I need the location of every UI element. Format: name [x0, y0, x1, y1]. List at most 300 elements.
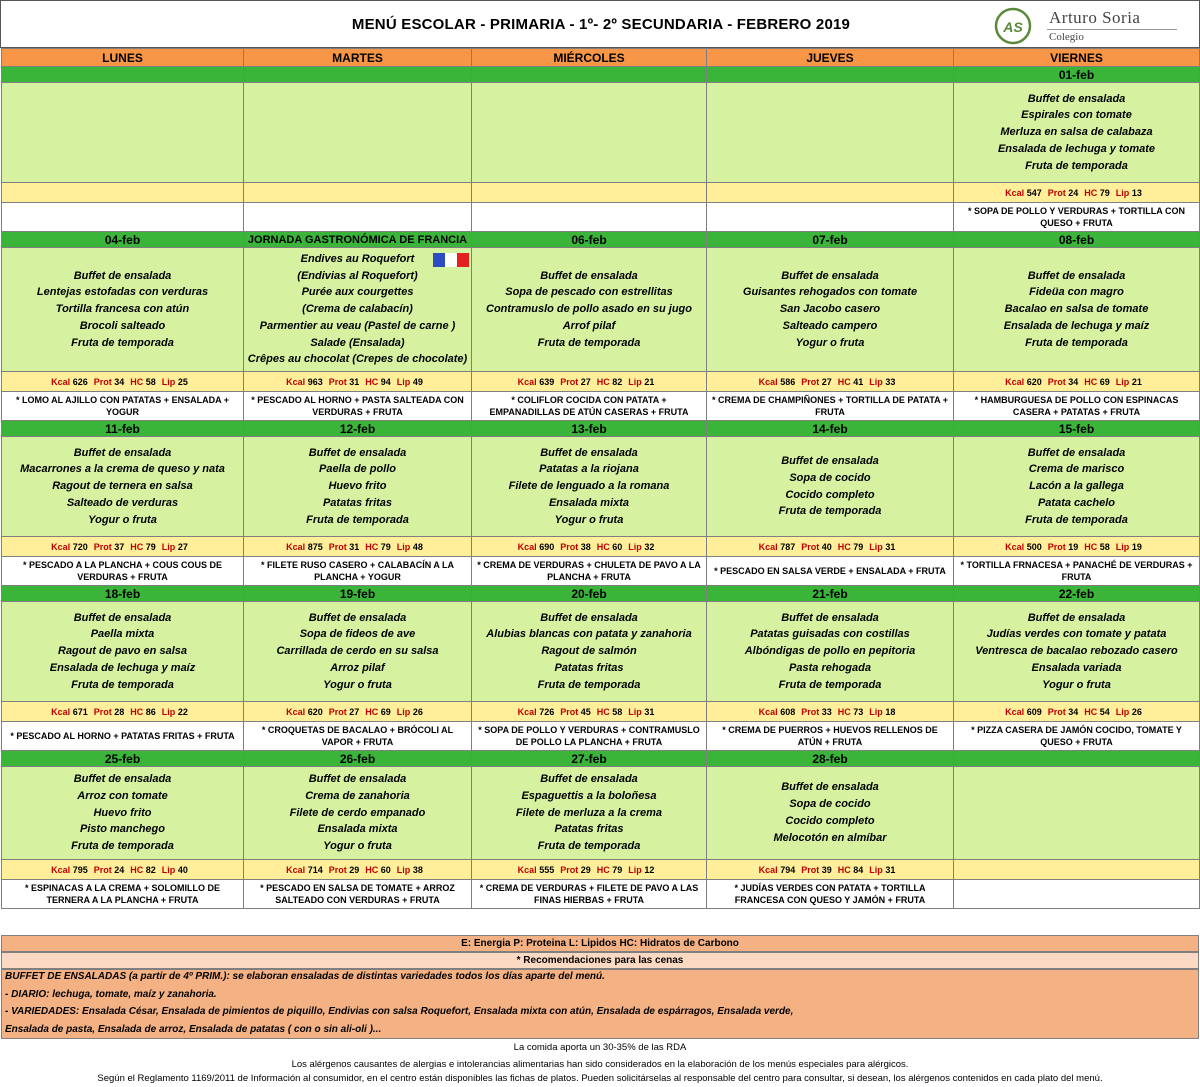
nutrition-cell — [472, 702, 707, 722]
nutrition-row — [2, 702, 1200, 722]
dinner-cell: * JUDÍAS VERDES CON PATATA + TORTILLA FRANCESA CON QUESO Y JAMÓN + FRUTA — [707, 880, 954, 909]
nutrition-value: 22 — [177, 706, 188, 717]
nutrition-label: Kcal — [1005, 541, 1025, 552]
dinner-cell: * PESCADO EN SALSA VERDE + ENSALADA + FRUTA — [707, 557, 954, 586]
nutrition-value: 671 — [72, 706, 88, 717]
nutrition-cell — [2, 183, 244, 203]
dish-item: Salade (Ensalada) — [310, 336, 405, 349]
nutrition-value: 726 — [539, 706, 555, 717]
dish-item: Merluza en salsa de calabaza — [1000, 126, 1153, 139]
nutrition-value: 31 — [349, 376, 360, 387]
nutrition-cell — [244, 860, 472, 880]
dish-item: (Endivias al Roquefort) — [297, 269, 418, 282]
nutrition-cell — [2, 372, 244, 392]
nutrition-cell — [954, 860, 1200, 880]
dinner-cell — [244, 203, 472, 232]
dish-item: Ensalada mixta — [317, 823, 398, 836]
nutrition-value: 58 — [612, 706, 623, 717]
logo-divider — [1047, 29, 1177, 30]
dish-item: Fruta de temporada — [778, 505, 882, 518]
date-cell: 01-feb — [954, 67, 1200, 83]
dishes-row — [2, 83, 1200, 183]
nutrition-value: 82 — [145, 864, 156, 875]
dinner-cell — [707, 203, 954, 232]
dish-item: Brocoli salteado — [79, 319, 166, 332]
nutrition-value: 586 — [780, 376, 796, 387]
nutrition-label: HC — [130, 706, 144, 717]
dish-item: Cocido completo — [785, 488, 875, 501]
nutrition-cell — [2, 702, 244, 722]
dish-item: Ensalada variada — [1031, 661, 1122, 674]
dish-item: Ragout de pavo en salsa — [58, 645, 187, 658]
nutrition-label: Lip — [1115, 541, 1130, 552]
dishes-row — [2, 248, 1200, 372]
nutrition-value: 37 — [114, 541, 125, 552]
dish-item: Buffet de ensalada — [308, 611, 407, 624]
nutrition-value: 33 — [821, 706, 832, 717]
date-row — [2, 586, 1200, 602]
dish-item: Endives au Roquefort — [300, 252, 415, 265]
nutrition-label: Lip — [869, 706, 883, 717]
dishes-cell — [472, 248, 707, 372]
nutrition-label: Lip — [628, 376, 642, 387]
nutrition-value: 21 — [644, 376, 655, 387]
buffet-info — [1, 969, 1199, 1039]
dinner-cell: * PESCADO EN SALSA DE TOMATE + ARROZ SALTEADO CON VERDURAS + FRUTA — [244, 880, 472, 909]
dish-item: Ensalada de lechuga y maíz — [49, 661, 196, 674]
nutrition-value: 48 — [412, 541, 423, 552]
nutrition-cell — [954, 183, 1200, 203]
nutrition-value: 27 — [821, 376, 832, 387]
dish-item: Paella mixta — [90, 628, 155, 641]
nutrition-value: 31 — [644, 706, 655, 717]
day-header: LUNES — [2, 49, 244, 67]
day-header: MARTES — [244, 49, 472, 67]
nutrition-label: Prot — [328, 541, 347, 552]
nutrition-value: 720 — [72, 541, 88, 552]
nutrition-value: 34 — [1068, 376, 1079, 387]
menu-table — [1, 48, 1200, 909]
nutrition-value: 26 — [412, 706, 423, 717]
dishes-cell — [2, 767, 244, 860]
dinner-cell: * SOPA DE POLLO Y VERDURAS + CONTRAMUSLO DE POLLO LA PLANCHA + FRUTA — [472, 722, 707, 751]
dinner-cell: * CREMA DE CHAMPIÑONES + TORTILLA DE PATATA + FRUTA — [707, 392, 954, 421]
logo-mark-icon — [993, 7, 1033, 45]
date-cell: 27-feb — [472, 751, 707, 767]
dishes-cell — [954, 83, 1200, 183]
nutrition-cell — [472, 537, 707, 557]
nutrition-cell — [244, 537, 472, 557]
nutrition-label: Lip — [1115, 706, 1130, 717]
footer-allergens: Los alérgenos causantes de alergias e intolerancias alimentarias han sido considerados en la elaboración de los menús especiales para alérgicos. — [291, 1059, 909, 1070]
footer-rda: La comida aporta un 30-35% de las RDA — [513, 1042, 687, 1053]
dishes-row — [2, 602, 1200, 702]
nutrition-value: 609 — [1026, 706, 1042, 717]
nutrition-value: 31 — [349, 541, 360, 552]
nutrition-cell — [707, 372, 954, 392]
dinner-cell: * LOMO AL AJILLO CON PATATAS + ENSALADA + YOGUR — [2, 392, 244, 421]
nutrition-value: 69 — [1099, 376, 1110, 387]
dish-item: Filete de merluza a la crema — [515, 806, 663, 819]
nutrition-value: 27 — [177, 541, 188, 552]
nutrition-value: 875 — [307, 541, 323, 552]
dish-item: Fruta de temporada — [306, 513, 409, 526]
nutrition-value: 82 — [612, 376, 623, 387]
nutrition-value: 33 — [885, 376, 896, 387]
date-cell — [472, 67, 707, 83]
nutrition-label: Prot — [560, 706, 579, 717]
dish-item: Salteado de verduras — [66, 496, 179, 509]
nutrition-value: 94 — [380, 376, 391, 387]
nutrition-label: Kcal — [286, 376, 306, 387]
dish-item: Pisto manchego — [80, 823, 165, 836]
nutrition-label: HC — [130, 864, 144, 875]
nutrition-value: 620 — [1026, 376, 1042, 387]
dish-item: Sopa de cocido — [789, 798, 871, 811]
dishes-cell — [472, 83, 707, 183]
dish-item: Carrillada de cerdo en su salsa — [276, 645, 439, 658]
nutrition-label: HC — [1084, 541, 1098, 552]
nutrition-label: Lip — [1115, 187, 1130, 198]
nutrition-value: 18 — [885, 706, 896, 717]
nutrition-value: 84 — [853, 864, 864, 875]
nutrition-label: Lip — [869, 376, 883, 387]
dish-item: Patatas fritas — [322, 496, 393, 509]
buffet-line: Ensalada de pasta, Ensalada de arroz, Ensalada de patatas ( con o sin ali-oli )... — [5, 1024, 382, 1035]
nutrition-label: Lip — [396, 864, 411, 875]
nutrition-value: 555 — [539, 864, 555, 875]
date-cell: 26-feb — [244, 751, 472, 767]
dish-item: Arroz con tomate — [77, 789, 168, 802]
nutrition-label: Prot — [801, 541, 820, 552]
nutrition-label: Kcal — [517, 864, 537, 875]
dishes-cell — [954, 602, 1200, 702]
dinner-cell: * CREMA DE VERDURAS + CHULETA DE PAVO A LA PLANCHA + FRUTA — [472, 557, 707, 586]
nutrition-label: HC — [837, 864, 851, 875]
nutrition-value: 794 — [780, 864, 796, 875]
dish-item: Patatas guisadas con costillas — [750, 628, 910, 641]
nutrition-value: 39 — [821, 864, 832, 875]
dish-item: Alubias blancas con patata y zanahoria — [486, 628, 692, 641]
nutrition-label: HC — [1084, 187, 1098, 198]
dish-item: Buffet de ensalada — [781, 454, 879, 467]
date-cell: JORNADA GASTRONÓMICA DE FRANCIA — [244, 232, 472, 248]
date-cell — [707, 67, 954, 83]
dish-item: Filete de cerdo empanado — [289, 806, 426, 819]
dish-item: Fruta de temporada — [1025, 159, 1128, 172]
dish-item: Ragout de salmón — [541, 645, 637, 658]
nutrition-label: Prot — [801, 376, 820, 387]
nutrition-value: 79 — [145, 541, 156, 552]
footer-regulation: Según el Reglamento 1169/2011 de Información al consumidor, en el centro están disponibles las fichas de platos. Pueden solicitárselas al responsable del centro para consultar, si desean, los alérgenos contenidos en cada plato del menú. — [97, 1073, 1103, 1084]
dish-item: Ventresca de bacalao rebozado casero — [975, 645, 1178, 658]
page-title: MENÚ ESCOLAR - PRIMARIA - 1º- 2º SECUNDARIA - FEBRERO 2019 — [351, 16, 851, 33]
dinner-cell: * FILETE RUSO CASERO + CALABACÍN A LA PLANCHA + YOGUR — [244, 557, 472, 586]
date-cell: 21-feb — [707, 586, 954, 602]
nutrition-value: 34 — [114, 376, 125, 387]
dishes-cell — [2, 602, 244, 702]
nutrition-label: Prot — [560, 376, 579, 387]
dishes-row — [2, 437, 1200, 537]
nutrition-cell — [244, 702, 472, 722]
nutrition-cell — [707, 537, 954, 557]
nutrition-label: Prot — [560, 541, 579, 552]
nutrition-label: Lip — [396, 376, 411, 387]
nutrition-value: 31 — [885, 864, 896, 875]
dishes-cell — [472, 437, 707, 537]
dish-item: Yogur o fruta — [795, 336, 865, 349]
nutrition-value: 38 — [580, 541, 591, 552]
dish-item: Buffet de ensalada — [781, 269, 879, 282]
nutrition-value: 690 — [539, 541, 555, 552]
dishes-row — [2, 767, 1200, 860]
dish-item: Buffet de ensalada — [540, 611, 638, 624]
buffet-line: BUFFET DE ENSALADAS (a partir de 4º PRIM.): se elaboran ensaladas de distintas variedades todos los días aparte del menú. — [5, 971, 605, 982]
dish-item: Buffet de ensalada — [781, 611, 879, 624]
nutrition-value: 21 — [1131, 376, 1142, 387]
nutrition-cell — [472, 860, 707, 880]
date-cell: 22-feb — [954, 586, 1200, 602]
nutrition-value: 27 — [349, 706, 360, 717]
dish-item: Ensalada de lechuga y tomate — [997, 142, 1156, 155]
dinner-cell — [2, 203, 244, 232]
dish-item: Huevo frito — [93, 806, 152, 819]
dishes-cell — [244, 83, 472, 183]
nutrition-label: HC — [130, 376, 144, 387]
nutrition-label: Lip — [628, 541, 642, 552]
nutrition-cell — [954, 702, 1200, 722]
dish-item: Fruta de temporada — [71, 840, 174, 853]
nutrition-label: Kcal — [758, 541, 778, 552]
dish-item: Crema de zanahoria — [305, 789, 410, 802]
nutrition-label: Lip — [396, 541, 411, 552]
french-flag-icon — [433, 253, 469, 267]
nutrition-value: 79 — [853, 541, 864, 552]
dish-item: Buffet de ensalada — [73, 611, 172, 624]
nutrition-label: Kcal — [286, 541, 306, 552]
dish-item: Buffet de ensalada — [73, 773, 172, 785]
dinner-row — [2, 722, 1200, 751]
nutrition-value: 795 — [72, 864, 88, 875]
nutrition-cell — [954, 372, 1200, 392]
nutrition-label: Lip — [161, 541, 176, 552]
buffet-line: - DIARIO: lechuga, tomate, maíz y zanahoria. — [5, 989, 217, 1000]
nutrition-value: 27 — [580, 376, 591, 387]
dishes-cell — [244, 767, 472, 860]
dinner-cell: * PESCADO AL HORNO + PASTA SALTEADA CON VERDURAS + FRUTA — [244, 392, 472, 421]
dish-item: Purée aux courgettes — [301, 286, 414, 299]
dish-item: Bacalao en salsa de tomate — [1004, 303, 1149, 316]
dish-item: Buffet de ensalada — [1027, 269, 1126, 282]
nutrition-value: 13 — [1131, 187, 1142, 198]
dishes-cell — [2, 437, 244, 537]
dish-item: Yogur o fruta — [1042, 678, 1111, 691]
dish-item: Buffet de ensalada — [540, 773, 638, 785]
dish-item: Buffet de ensalada — [781, 781, 879, 794]
nutrition-value: 86 — [145, 706, 156, 717]
dishes-cell — [954, 767, 1200, 860]
nutrition-cell — [472, 183, 707, 203]
dish-item: Sopa de fideos de ave — [299, 628, 416, 641]
dish-item: Crêpes au chocolat (Crepes de chocolate) — [247, 353, 468, 366]
logo-subtitle: Colegio — [1049, 31, 1084, 43]
nutrition-row — [2, 860, 1200, 880]
nutrition-label: Lip — [1115, 376, 1130, 387]
nutrition-label: Prot — [560, 864, 579, 875]
nutrition-label: Kcal — [51, 864, 71, 875]
nutrition-label: Lip — [396, 706, 411, 717]
dish-item: Patatas fritas — [554, 661, 624, 674]
nutrition-value: 45 — [580, 706, 591, 717]
dish-item: Sopa de pescado con estrellitas — [505, 286, 673, 299]
nutrition-label: HC — [837, 541, 851, 552]
date-cell: 28-feb — [707, 751, 954, 767]
nutrition-label: HC — [365, 864, 379, 875]
nutrition-label: Kcal — [758, 864, 778, 875]
dish-item: Fruta de temporada — [71, 678, 174, 691]
dish-item: Guisantes rehogados con tomate — [742, 286, 918, 299]
header — [0, 0, 1200, 48]
nutrition-label: Kcal — [51, 376, 71, 387]
dish-item: Fruta de temporada — [537, 840, 641, 853]
dish-item: Yogur o fruta — [323, 678, 392, 691]
date-cell: 25-feb — [2, 751, 244, 767]
nutrition-label: Lip — [161, 864, 176, 875]
nutrition-label: Prot — [93, 706, 112, 717]
nutrition-value: 49 — [412, 376, 423, 387]
nutrition-value: 38 — [412, 864, 423, 875]
dinner-row — [2, 392, 1200, 421]
dishes-cell — [472, 767, 707, 860]
nutrition-label: Lip — [161, 376, 176, 387]
nutrition-label: Prot — [1047, 376, 1066, 387]
dish-item: Buffet de ensalada — [308, 773, 407, 785]
dish-item: Fruta de temporada — [537, 678, 641, 691]
dish-item: Ragout de ternera en salsa — [52, 480, 193, 493]
dishes-cell — [707, 248, 954, 372]
day-header: MIÉRCOLES — [472, 49, 707, 67]
dinner-cell — [472, 203, 707, 232]
dinner-cell: * ESPINACAS A LA CREMA + SOLOMILLO DE TERNERA A LA PLANCHA + FRUTA — [2, 880, 244, 909]
nutrition-row — [2, 372, 1200, 392]
nutrition-value: 25 — [177, 376, 188, 387]
nutrition-label: HC — [596, 864, 610, 875]
dish-item: Ensalada de lechuga y maíz — [1003, 319, 1150, 332]
logo-name: Arturo Soria — [1049, 8, 1141, 27]
dinner-cell: * COLIFLOR COCIDA CON PATATA + EMPANADILLAS DE ATÚN CASERAS + FRUTA — [472, 392, 707, 421]
dish-item: Buffet de ensalada — [540, 446, 638, 459]
dishes-cell — [244, 437, 472, 537]
nutrition-label: HC — [1084, 706, 1098, 717]
nutrition-value: 79 — [380, 541, 391, 552]
nutrition-cell — [707, 702, 954, 722]
nutrition-cell — [244, 183, 472, 203]
school-logo — [991, 7, 1191, 45]
date-cell: 12-feb — [244, 421, 472, 437]
dish-item: Pasta rehogada — [789, 661, 871, 674]
nutrition-label: HC — [1084, 376, 1098, 387]
dish-item: Fruta de temporada — [1025, 336, 1128, 349]
date-cell: 20-feb — [472, 586, 707, 602]
dish-item: Fruta de temporada — [537, 336, 641, 349]
date-row — [2, 751, 1200, 767]
date-cell: 08-feb — [954, 232, 1200, 248]
nutrition-label: Kcal — [286, 864, 306, 875]
nutrition-label: Prot — [801, 864, 820, 875]
dish-item: Macarrones a la crema de queso y nata — [20, 463, 225, 476]
nutrition-label: Kcal — [517, 541, 537, 552]
nutrition-label: Kcal — [517, 376, 537, 387]
dish-item: Sopa de cocido — [789, 471, 871, 484]
nutrition-cell — [472, 372, 707, 392]
dish-item: Buffet de ensalada — [540, 269, 638, 282]
date-cell: 18-feb — [2, 586, 244, 602]
dinner-row — [2, 880, 1200, 909]
nutrition-value: 608 — [780, 706, 796, 717]
nutrition-label: Kcal — [1005, 187, 1025, 198]
nutrition-cell — [954, 537, 1200, 557]
dinner-cell — [954, 880, 1200, 909]
nutrition-label: Prot — [1047, 541, 1066, 552]
dinner-cell: * HAMBURGUESA DE POLLO CON ESPINACAS CASERA + PATATAS + FRUTA — [954, 392, 1200, 421]
nutrition-value: 19 — [1068, 541, 1079, 552]
nutrition-label: Kcal — [51, 541, 71, 552]
nutrition-value: 34 — [1068, 706, 1079, 717]
dish-item: Cocido completo — [785, 815, 875, 827]
nutrition-label: HC — [365, 706, 379, 717]
dish-item: Judías verdes con tomate y patata — [986, 628, 1167, 641]
dish-item: Fruta de temporada — [71, 336, 174, 349]
nutrition-value: 60 — [612, 541, 623, 552]
date-cell: 04-feb — [2, 232, 244, 248]
nutrition-value: 500 — [1026, 541, 1042, 552]
dishes-cell — [954, 437, 1200, 537]
nutrition-label: Kcal — [758, 376, 778, 387]
nutrition-value: 31 — [885, 541, 896, 552]
nutrition-value: 32 — [644, 541, 655, 552]
dish-item: Ensalada mixta — [548, 496, 630, 509]
nutrition-label: Prot — [328, 864, 347, 875]
nutrition-row — [2, 537, 1200, 557]
nutrition-value: 40 — [177, 864, 188, 875]
dish-item: Tortilla francesa con atún — [55, 303, 190, 316]
nutrition-label: Prot — [1047, 706, 1066, 717]
dish-item: Fruta de temporada — [1025, 513, 1128, 526]
dishes-cell — [707, 437, 954, 537]
day-header: JUEVES — [707, 49, 954, 67]
nutrition-label: Prot — [801, 706, 820, 717]
nutrition-value: 787 — [780, 541, 796, 552]
dish-item: Fideüa con magro — [1029, 286, 1124, 299]
nutrition-label: HC — [365, 376, 379, 387]
nutrition-value: 963 — [307, 376, 323, 387]
dish-item: Huevo frito — [328, 480, 387, 493]
nutrition-value: 54 — [1099, 706, 1110, 717]
dish-item: Arrof pilaf — [562, 319, 616, 332]
nutrition-label: Kcal — [51, 706, 71, 717]
nutrition-label: Prot — [328, 376, 347, 387]
dinner-row — [2, 557, 1200, 586]
dish-item: Buffet de ensalada — [73, 269, 172, 282]
nutrition-label: HC — [130, 541, 144, 552]
date-cell: 15-feb — [954, 421, 1200, 437]
dishes-cell — [954, 248, 1200, 372]
nutrition-label: HC — [365, 541, 379, 552]
nutrition-label: Kcal — [517, 706, 537, 717]
nutrition-label: Lip — [161, 706, 176, 717]
nutrition-value: 79 — [1099, 187, 1110, 198]
nutrition-cell — [2, 537, 244, 557]
